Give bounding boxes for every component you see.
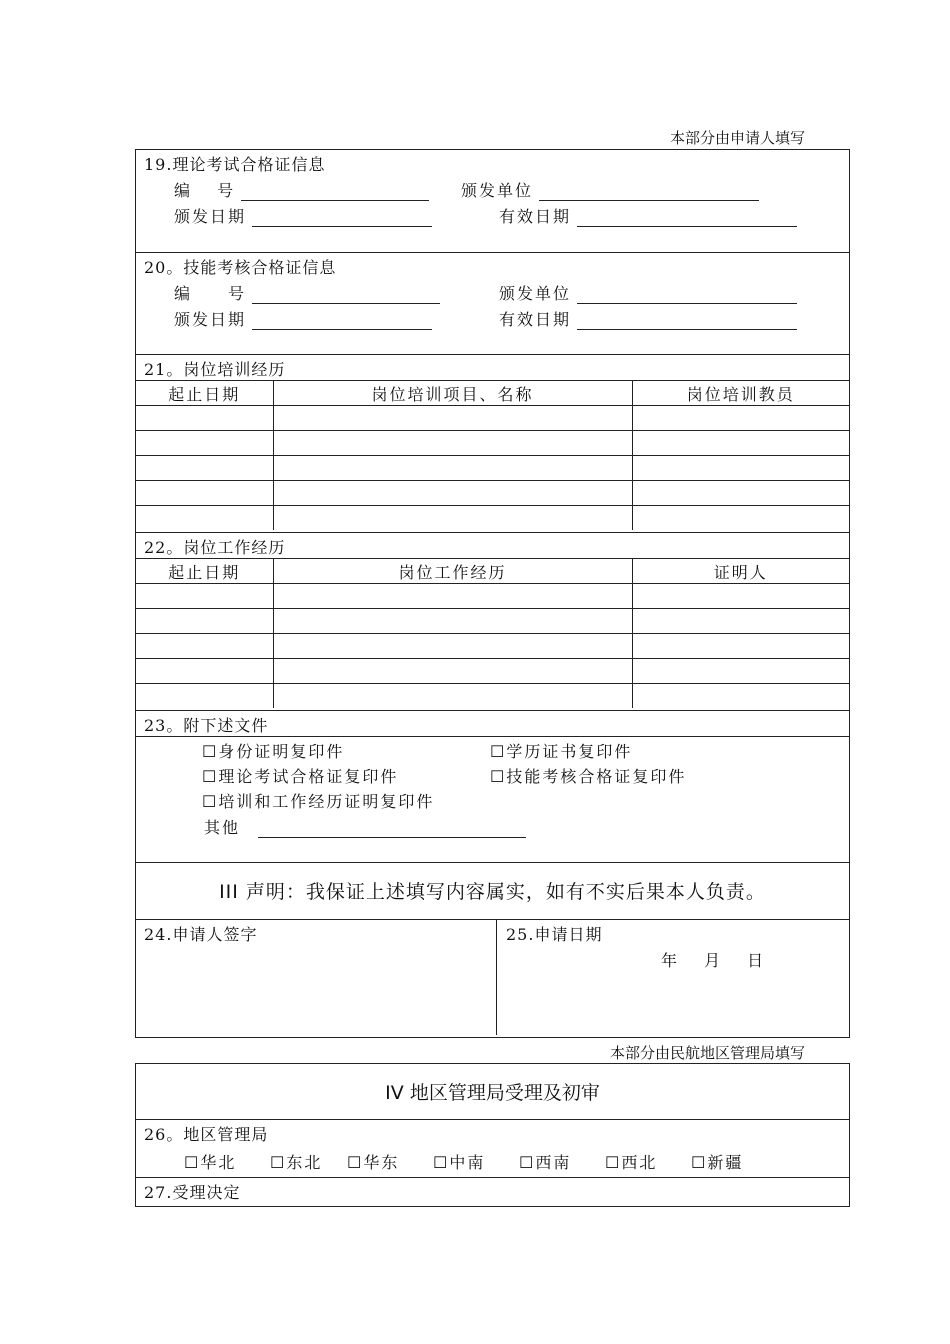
s19-issue-date-field[interactable]: [174, 204, 432, 227]
education-copy-checkbox[interactable]: ☐学历证书复印件: [490, 742, 633, 761]
section-27-label: 27.受理决定: [144, 1183, 241, 1202]
section-4-title-row: [136, 1064, 849, 1119]
region-xibei-checkbox[interactable]: ☐西北: [605, 1153, 658, 1172]
section-22-label: 22。岗位工作经历: [144, 538, 286, 557]
declaration-text: III 声明：我保证上述填写内容属实，如有不实后果本人负责。: [219, 881, 766, 903]
region-dongbei-checkbox[interactable]: ☐东北: [270, 1153, 323, 1172]
other-label: 其他: [204, 818, 241, 837]
s20-issuer-field[interactable]: [499, 281, 797, 304]
s19-valid-date-label: 有效日期: [499, 207, 572, 226]
table-row[interactable]: [136, 431, 849, 456]
table-row[interactable]: [136, 634, 849, 659]
section-4-title: IV 地区管理局受理及初审: [385, 1082, 600, 1104]
s20-number-label: 编 号: [174, 284, 247, 303]
header-cell: 岗位工作经历: [273, 559, 632, 584]
section-19-label: 19.理论考试合格证信息: [144, 155, 326, 174]
s20-number-field[interactable]: [174, 281, 440, 304]
s20-valid-date-label: 有效日期: [499, 310, 572, 329]
section-26-label: 26。地区管理局: [144, 1125, 269, 1144]
table-row[interactable]: [136, 659, 849, 684]
s19-issuer-label: 颁发单位: [461, 181, 534, 200]
application-date-label: 25.申请日期: [506, 925, 603, 944]
s20-issuer-label: 颁发单位: [499, 284, 572, 303]
declaration-row: [136, 862, 849, 919]
region-huadong-checkbox[interactable]: ☐华东: [347, 1153, 400, 1172]
s19-number-label: 编 号: [174, 181, 236, 200]
s19-issue-date-label: 颁发日期: [174, 207, 247, 226]
id-copy-checkbox[interactable]: ☐身份证明复印件: [202, 742, 345, 761]
s19-issuer-field[interactable]: [461, 178, 759, 201]
section-21: [136, 354, 849, 532]
applicant-fill-note: 本部分由申请人填写: [669, 129, 805, 147]
section-20-label: 20。技能考核合格证信息: [144, 258, 337, 277]
section-23: [136, 710, 849, 862]
s20-valid-date-field[interactable]: [499, 307, 797, 330]
section-27: [136, 1177, 849, 1205]
table-row[interactable]: [136, 684, 849, 709]
work-table: [136, 558, 849, 708]
experience-copy-checkbox[interactable]: ☐培训和工作经历证明复印件: [202, 792, 435, 811]
table-header-row: [136, 559, 849, 584]
bureau-fill-note: 本部分由民航地区管理局填写: [609, 1044, 805, 1062]
region-xinan-checkbox[interactable]: ☐西南: [519, 1153, 572, 1172]
section-23-label: 23。附下述文件: [144, 716, 269, 735]
application-date-field[interactable]: 年 月 日: [661, 951, 766, 970]
table-header-row: [136, 381, 849, 406]
table-row[interactable]: [136, 584, 849, 609]
bureau-form: [135, 1063, 850, 1207]
other-field[interactable]: [204, 815, 526, 838]
header-cell: 证明人: [632, 559, 849, 584]
region-xinjiang-checkbox[interactable]: ☐新疆: [691, 1153, 744, 1172]
table-row[interactable]: [136, 456, 849, 481]
applicant-form: [135, 149, 850, 1038]
table-row[interactable]: [136, 609, 849, 634]
section-26: [136, 1119, 849, 1177]
header-cell: 岗位培训项目、名称: [273, 381, 632, 406]
skill-cert-copy-checkbox[interactable]: ☐技能考核合格证复印件: [490, 767, 687, 786]
theory-cert-copy-checkbox[interactable]: ☐理论考试合格证复印件: [202, 767, 399, 786]
s19-valid-date-field[interactable]: [499, 204, 797, 227]
header-cell: 起止日期: [136, 381, 273, 406]
s19-number-field[interactable]: [174, 178, 429, 201]
training-table: [136, 380, 849, 530]
section-21-label: 21。岗位培训经历: [144, 360, 286, 379]
signature-row: [136, 919, 849, 1035]
table-row[interactable]: [136, 506, 849, 531]
s20-issue-date-label: 颁发日期: [174, 310, 247, 329]
region-huabei-checkbox[interactable]: ☐华北: [184, 1153, 237, 1172]
section-19: [136, 150, 849, 252]
region-zhongnan-checkbox[interactable]: ☐中南: [433, 1153, 486, 1172]
section-22: [136, 532, 849, 710]
header-cell: 起止日期: [136, 559, 273, 584]
table-row[interactable]: [136, 481, 849, 506]
s20-issue-date-field[interactable]: [174, 307, 432, 330]
section-20: [136, 252, 849, 354]
table-row[interactable]: [136, 406, 849, 431]
header-cell: 岗位培训教员: [632, 381, 849, 406]
applicant-signature-label: 24.申请人签字: [144, 925, 258, 944]
